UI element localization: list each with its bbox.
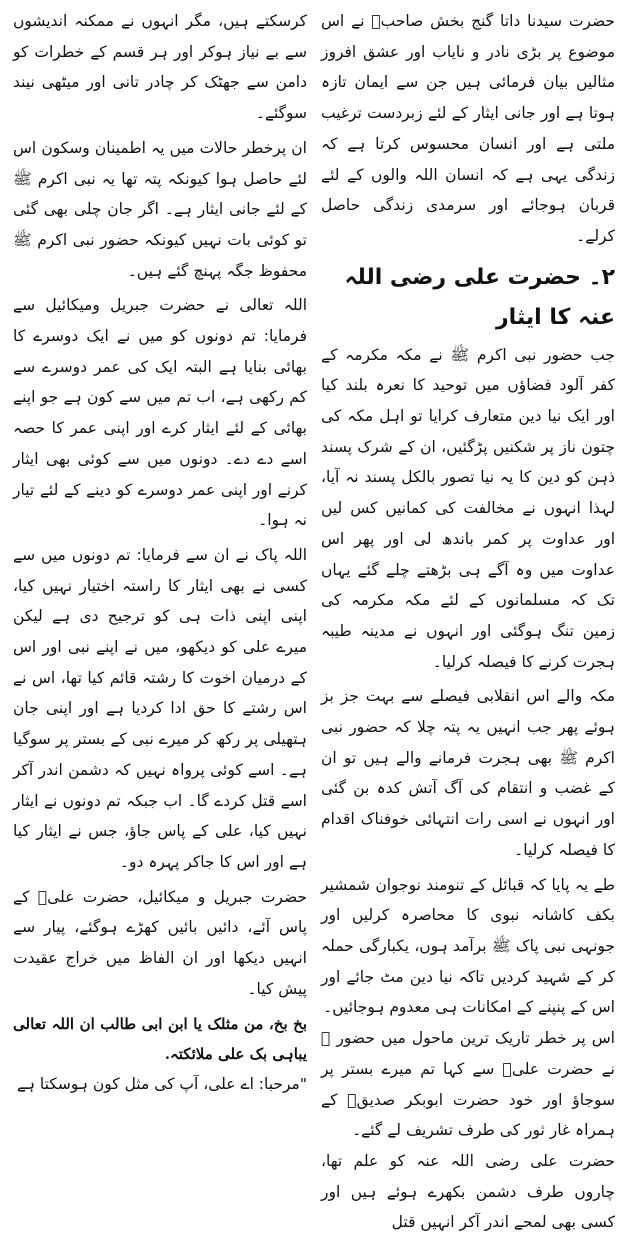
body-paragraph: اللہ پاک نے ان سے فرمایا: تم دونوں میں سے کسی نے بھی ایثار کا راستہ اختیار نہیں کیا، اپنی اپنی ذات ہی کو ترجیح دی ہے لیکن میرے علی کو دیکھو، میں نے اپنے نبی اور اس کے درمیان اخوت کا رشتہ قائم کیا تھا، اس نے اس رشتے کا حق ادا کردیا ہے اور اپنی جان ہتھیلی پر رکھ کر میرے نبی کے بستر پر سوگیا ہے۔ اسے کوئی پرواہ نہیں کہ دشمن اندر آکر اسے قتل کردے گا۔ اب جبکہ تم دونوں نے ایثار نہیں کیا، علی کے پاس جاؤ، جس نے ایثار کیا ہے اور اس کا جاکر پہرہ دو۔ — [13, 545, 307, 871]
body-paragraph: ان پرخطر حالات میں یہ اطمینان وسکون اس لئے حاصل ہوا کیونکہ پتہ تھا یہ نبی اکرم ﷺ کے لئے جانی ایثار ہے۔ اگر جان چلی بھی گئی تو کوئی بات نہیں کیونکہ حضور نبی اکرم ﷺ محفوظ جگہ پہنچ گئے ہیں۔ — [13, 138, 307, 280]
translation-line: "مرحبا: اے علی، آپ کی مثل کون ہوسکتا ہے — [16, 1074, 307, 1093]
section-heading: ۲۔ حضرت علی رضی اللہ عنہ کا ایثار — [344, 264, 615, 330]
intro-paragraph: حضرت سیدنا داتا گنج بخش صاحبؒ نے اس موضوع پر بڑی نادر و نایاب اور عشق افروز مثالیں بیان فرمائی ہیں جن سے ایمان تازہ ہوتا ہے اور جانی ایثار کے لئے زبردست ترغیب ملتی ہے اور انسان محسوس کرتا ہے کہ زندگی یہی ہے کہ انسان اللہ والوں کے لئے قربان ہوجائے اور سرمدی زندگی حاصل کرلے۔ — [321, 12, 615, 245]
right-column — [321, 6, 615, 1238]
body-paragraph: اللہ تعالی نے حضرت جبریل ومیکائیل سے فرمایا: تم دونوں کو میں نے ایک دوسرے کا بھائی بنایا ہے البتہ ایک کی عمر دوسرے سے کم رکھی ہے، اب تم میں سے کون ہے جو اپنے بھائی کے لئے ایثار کرے اور اپنی عمر کا حصہ اسے دے دے۔ دونوں میں سے کوئی بھی ایثار کرنے اور اپنی عمر دوسرے کو دینے کے لئے تیار نہ ہوا۔ — [13, 296, 307, 530]
body-paragraph: اس پر خطر تاریک ترین ماحول میں حضور ﷺ نے حضرت علیؓ سے کہا تم میرے بستر پر سوجاؤ اور خود حضرت ابوبکر صدیقؓ کے ہمراہ غار ثور کی طرف تشریف لے گئے۔ — [321, 1029, 615, 1140]
body-paragraph: حضرت علی رضی اللہ عنہ کو علم تھا، چاروں طرف دشمن بکھرے ہوئے ہیں اور کسی بھی لمحے اندر آکر انہیں قتل — [321, 1151, 615, 1232]
body-paragraph: مکہ والے اس انقلابی فیصلے سے بہت جز بز ہوئے پھر جب انہیں یہ پتہ چلا کہ حضور نبی اکرم ﷺ بھی ہجرت فرمانے والے ہیں تو ان کے غضب و انتقام کی آگ آتش کدہ بن گئی اور انہوں نے اسی رات انتہائی خوفناک اقدام کا فیصلہ کرلیا۔ — [321, 687, 615, 859]
body-paragraph: جب حضور نبی اکرم ﷺ نے مکہ مکرمہ کے کفر آلود فضاؤں میں توحید کا نعرہ بلند کیا اور ایک نیا دین متعارف کرایا تو اہل مکہ کی چتون ناز پر شکنیں پڑگئیں، ان کے شرک پسند ذہن کو دین کا یہ نیا تصور بالکل پسند نہ آیا، لہذا انہوں نے مخالفت کی کمانیں کس لیں اور عداوت پر کمر باندھ لی اور پھر اس عداوت میں وہ آگے ہی بڑھتے چلے گئے یہاں تک کہ مسلمانوں کے لئے مکہ مکرمہ کی زمین تنگ ہوگئی اور انہوں نے مدینہ طیبہ ہجرت کرنے کا فیصلہ کرلیا۔ — [321, 345, 615, 671]
body-paragraph: طے یہ پایا کہ قبائل کے تنومند نوجوان شمشیر بکف کاشانہ نبوی کا محاصرہ کرلیں اور جونہی نبی پاک ﷺ برآمد ہوں، یکبارگی حملہ کر کے شہید کردیں تاکہ نیا دین مٹ جائے اور اس کے پنپنے کے امکانات ہی معدوم ہوجائیں۔ — [321, 875, 615, 1017]
left-column — [13, 6, 307, 1099]
body-paragraph: حضرت جبریل و میکائیل، حضرت علیؓ کے پاس آئے، دائیں بائیں کھڑے ہوگئے، پیار سے انہیں دیکھا اور ان الفاظ میں خراج عقیدت پیش کیا۔ — [13, 887, 307, 998]
arabic-quote: بخ بخ، من مثلک یا ابن ابی طالب ان اللہ تعالی یباہی بک علی ملائکتہ. — [13, 1014, 307, 1063]
body-paragraph: کرسکتے ہیں، مگر انہوں نے ممکنہ اندیشوں سے بے نیاز ہوکر اور ہر قسم کے خطرات کو دامن سے جھٹک کر چادر تانی اور میٹھی نیند سوگئے۔ — [13, 12, 307, 123]
